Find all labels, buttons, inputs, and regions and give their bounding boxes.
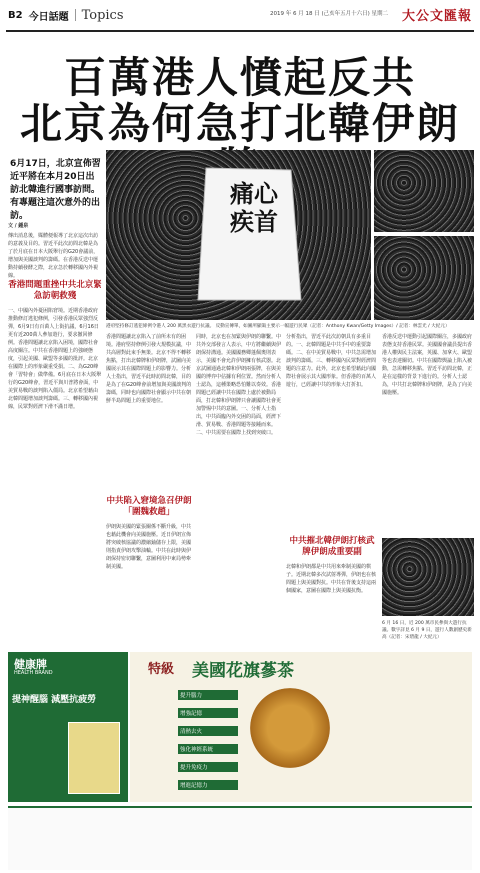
ad-brand-en: HEALTH BRAND — [14, 670, 53, 676]
ad-tagline: 提神醒腦 減壓抗疲勞 — [12, 695, 97, 705]
article-col-5: 香港反送中運動引起國際關注，多國政府表態支持香港民眾。美國國會議員提出香港人權與民主法案，英國、加拿大、歐盟等也表達關切。中共在國際輿論上陷入被動，急需轉移焦點。習近平訪問北韓，正是在這樣的背景下進行的。分析人士認為，中共打北韓牌和伊朗牌，是為了向美國施壓。 — [382, 334, 473, 396]
lower-caption: 6 月 16 日，近 200 萬市民參與大遊行抗議。數字詳見 6 月 9 日，遊行人數創歷史新高（記者：宋碧龍 / 大紀元） — [382, 621, 472, 640]
lede: 6月17日，北京宣佈習近平將在本月20日出訪北韓進行國事訪問。有專題注這次意外的出訪。 — [10, 159, 101, 221]
article-col-2b: 伊朗與美國的緊張關係不斷升級，中共也藉此機會向美國施壓。近日伊朗宣佈將突破核協議的濃縮鈾儲存上限，美國則指責伊朗攻擊油輪。中共在此時與伊朗保持密切聯繫，意圖利用中東局勢牽制美國。 — [106, 524, 192, 570]
ad-feature: 強化神經系統 — [178, 744, 238, 754]
article-col-3: 同時，北京也在加緊與伊朗的聯繫。中共外交部發言人表示，中方將繼續與伊朗保持溝通。美國國務卿蓬佩奧則表示，美國不會允許伊朗擁有核武器。北京試圖通過北韓和伊朗兩張牌，在與美國的博弈中佔據有利位置。然而分析人士認為，這種策略恐怕難以奏效。香港問題已經讓中共在國際上處於被動局面，打北韓和伊朗牌只會讓國際社會更加警惕中共的意圖。一、分析人士指出，中共面臨內外交困的局面，經濟下滑、貿易戰、香港問題等接踵而來。二、中共需要在國際上找到突破口。 — [196, 334, 282, 436]
article-col-4b: 北韓和伊朗都是中共用來牽制美國的棋子。近期北韓多次試射導彈，伊朗也在核問題上與美國對抗。中共在背後支持這兩個國家，意圖在國際上與美國抗衡。 — [286, 564, 377, 594]
ad-feature: 提升腦力 — [178, 690, 238, 700]
ad-product-panel — [130, 652, 472, 802]
banner-text: 痛心疾首 — [230, 179, 278, 236]
ad-green-panel — [8, 652, 128, 802]
ad-product-name: 美國花旗蔘茶 — [192, 661, 294, 681]
article-col-4: 分析指出，習近平此次訪朝具有多重目的。一、北韓問題是中共手中的重要籌碼。二、在中美貿易戰中，中共急需增加談判的籌碼。三、轉移國內民眾對經濟問題的注意力。此外，北京也希望藉此向國際社會展示其大國形象。但香港的百萬人遊行，已經讓中共的形象大打折扣。 — [286, 334, 377, 388]
tea-cup-graphic — [250, 688, 330, 768]
headline-line-2: 北京為何急打北韓伊朗 — [19, 99, 460, 148]
headline-line-1: 百萬港人憤起反共 — [63, 53, 416, 102]
main-photo — [106, 150, 371, 320]
ad-feature: 增進記憶力 — [178, 780, 238, 790]
product-box-graphic — [68, 722, 120, 794]
ad-brand-cn: 健康牌 — [14, 658, 47, 671]
side-photo-1 — [374, 150, 474, 232]
section-name: 今日話題 — [28, 11, 69, 23]
issue-date: 2019 年 6 月 18 日 (己亥年五月十六日) 星期二 — [269, 11, 388, 17]
masthead-logo: 大公文匯報 — [401, 9, 472, 24]
lower-photo — [382, 538, 474, 616]
ad-product-tag: 特級 — [148, 662, 175, 677]
subheading-1: 香港問題重挫中共北京緊急訪朝救殘 — [8, 280, 102, 301]
subheading-3: 中共摧北韓伊朗打核武牌伊朗成重要副 — [289, 536, 375, 557]
ad-feature: 提升免疫力 — [178, 762, 238, 772]
header-rule — [6, 30, 474, 32]
ad-feature: 增強記憶 — [178, 708, 238, 718]
subheading-2: 中共陷入窘境急召伊朗「圍魏救趙」 — [106, 496, 192, 517]
ad-features — [178, 690, 238, 790]
article-col-1a: 傳出消息後，媒體便報導了北京這次出訪的意義及目的。習近平此次訪問北韓是為了於月底在日本大阪舉行的G20會議前，增加與美國談判的籌碼。在香港反送中運動持續發酵之際，北京急於轉移國內外視線。 — [8, 233, 99, 278]
divider — [75, 9, 76, 21]
article-col-2: 香港問題讓北京陷入了前所未有的困境。港府堅持修例引發大規模抗議，中共高層對此束手無策。北京不得不轉移焦點，打出北韓牌和伊朗牌，試圖向美國展示其在國際問題上的影響力。分析人士指出，習近平此時訪問北韓，目的是為了在G20峰會前增加與美國談判的籌碼，同時也向國際社會顯示中共在朝鮮半島問題上的重要地位。 — [106, 334, 192, 404]
topics-label: Topics — [81, 7, 124, 23]
side-photo-2 — [374, 236, 474, 320]
advertisement — [0, 648, 480, 873]
byline: 文 / 鍾泉 — [8, 223, 29, 229]
ad-store-list — [8, 806, 472, 870]
main-caption: 港府堅持修訂逃犯條例令港人 200 萬黑衣遊行抗議。 反動宣傳單，如圖所顯鴿主要示一幅遊行民眾（記者：Anthony Kwan/Getty Images）/ 記者：林雲光 / 大紀元） — [106, 324, 450, 329]
ad-feature: 清熱去火 — [178, 726, 238, 736]
article-col-1b: 一、中國內外憂困陷窘境。近期香港政府推動修訂逃犯條例，引發香港民眾強烈反彈，6月9日有百萬人上街抗議，6月16日更有近200萬人參加遊行，要求撤回修例。香港問題讓北京陷入困境，國際社會高度關注。中共在香港問題上的強硬態度，引起美國、歐盟等多國的批評。北京在國際上的形象嚴重受損。二、為G20峰會「習特會」做準備。6月底在日本大阪舉行的G20峰會，習近平與川普將會面，中美貿易戰的談判陷入僵局。北京希望藉由北韓問題增加談判籌碼。三、轉移國內視線，民眾對經濟下滑不滿日增。 — [8, 308, 102, 410]
page-number: B2 — [8, 9, 23, 21]
